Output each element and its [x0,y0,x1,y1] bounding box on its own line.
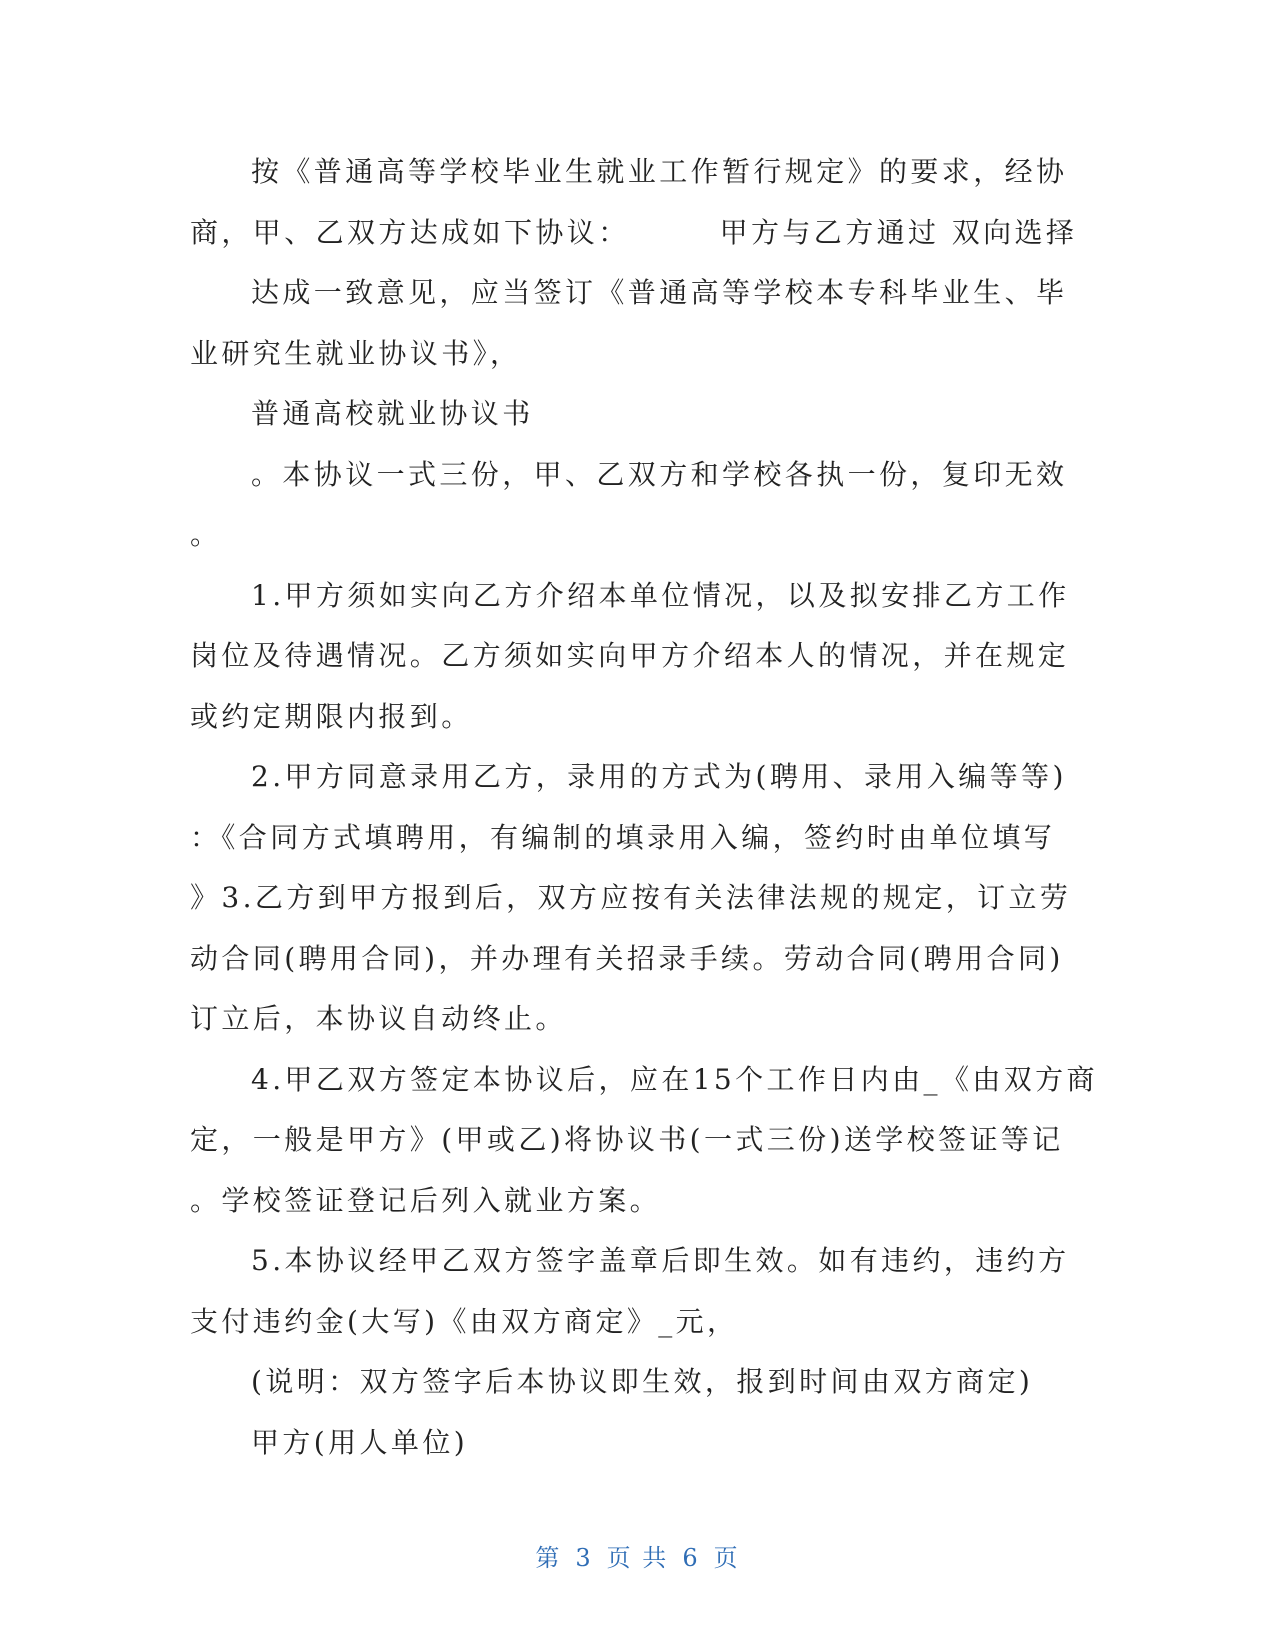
text-line: 。学校签证登记后列入就业方案。 [190,1183,662,1217]
text-line: 达成一致意见，应当签订《普通高等学校本专科毕业生、毕 [251,276,1068,309]
text-line: 岗位及待遇情况。乙方须如实向甲方介绍本人的情况，并在规定 [190,639,1070,672]
page-footer [0,1538,1275,1573]
clause-2: 2.甲方同意录用乙方，录用的方式为(聘用、录用入编等等) [251,760,1067,793]
text-line: ：《合同方式填聘用，有编制的填录用入编，签约时由单位填写 [190,820,1056,854]
page-number: 3 [575,1544,593,1572]
clause-4: 4.甲乙双方签定本协议后，应在15个工作日内由_《由双方商 [251,1062,1098,1096]
document-body [190,142,1098,1473]
section-heading: 普通高校就业协议书 [251,397,534,430]
footer-prefix: 第 [535,1544,562,1572]
clause-5: 5.本协议经甲乙双方签字盖章后即生效。如有违约，违约方 [251,1244,1070,1277]
footer-suffix: 页 [713,1544,740,1572]
text-line: 动合同(聘用合同)，并办理有关招录手续。劳动合同(聘用合同) [190,941,1064,975]
text-line: 支付违约金(大写)《由双方商定》_元， [190,1304,739,1338]
footer-middle: 页 共 [606,1544,669,1572]
clause-3: 》3.乙方到甲方报到后，双方应按有关法律法规的规定，订立劳 [190,881,1072,914]
text-line: 。 [190,518,222,551]
text-line: 按《普通高等学校毕业生就业工作暂行规定》的要求，经协 [251,155,1068,188]
text-line: 商，甲、乙双方达成如下协议： 甲方与乙方通过 双向选择 [190,215,1078,249]
text-line: 。本协议一式三份，甲、乙双方和学校各执一份，复印无效 [251,457,1068,491]
party-a-label: 甲方(用人单位) [251,1425,469,1459]
clause-1: 1.甲方须如实向乙方介绍本单位情况，以及拟安排乙方工作 [251,578,1070,612]
text-line: 业研究生就业协议书》， [190,336,522,370]
note-line: (说明：双方签字后本协议即生效，报到时间由双方商定) [251,1365,1034,1398]
text-line: 定，一般是甲方》(甲或乙)将协议书(一式三份)送学校签证等记 [190,1123,1064,1156]
page-total: 6 [682,1544,700,1572]
text-line: 或约定期限内报到。 [190,699,473,733]
text-line: 订立后，本协议自动终止。 [190,1002,567,1035]
